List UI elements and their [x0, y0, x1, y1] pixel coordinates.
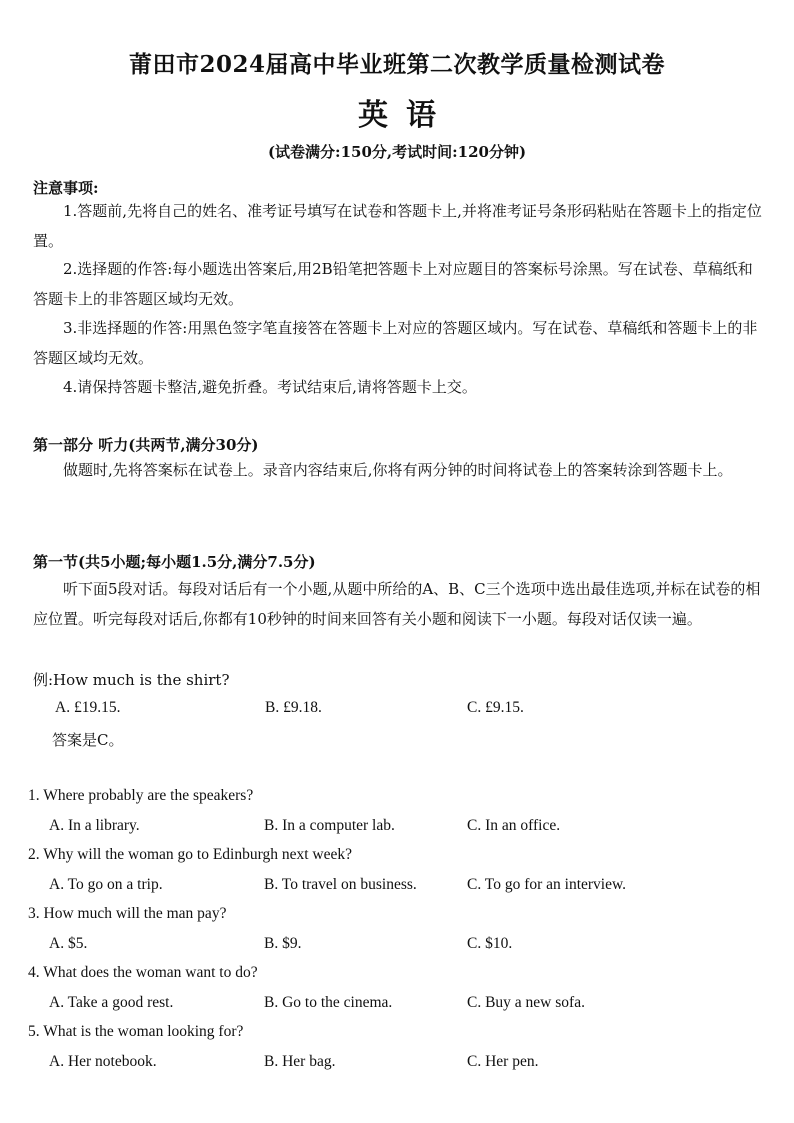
question-3-option-c: C. $10.	[467, 935, 513, 952]
question-1-option-b: B. In a computer lab.	[264, 817, 395, 834]
notice-item: 1.答题前,先将自己的姓名、准考证号填写在试卷和答题卡上,并将准考证号条形码粘贴在答题卡上的指定位置。	[33, 202, 762, 250]
section1-instruction: 听下面5段对话。每段对话后有一个小题,从题中所给的A、B、C三个选项中选出最佳选项,并标在试卷的相应位置。听完每段对话后,你都有10秒钟的时间来回答有关小题和阅读下一小题。每段对话仅读一遍。	[33, 580, 761, 628]
question-2-option-b: B. To travel on business.	[264, 876, 417, 893]
question-3-option-a: A. $5.	[49, 935, 88, 952]
example-option-b: B. £9.18.	[265, 699, 322, 716]
question-1-option-a: A. In a library.	[49, 817, 140, 834]
exam-info: (试卷满分:150分,考试时间:120分钟)	[267, 143, 527, 161]
question-4-option-a: A. Take a good rest.	[49, 994, 174, 1011]
example-option-c: C. £9.15.	[467, 699, 524, 716]
question-4-option-c: C. Buy a new sofa.	[467, 994, 585, 1011]
notice-item: 3.非选择题的作答:用黑色签字笔直接答在答题卡上对应的答题区域内。写在试卷、草稿纸和答题卡上的非答题区域均无效。	[33, 319, 758, 367]
question-3: 3. How much will the man pay?	[28, 905, 227, 922]
question-4-option-b: B. Go to the cinema.	[264, 994, 393, 1011]
question-3-option-b: B. $9.	[264, 935, 302, 952]
notice-item: 4.请保持答题卡整洁,避免折叠。考试结束后,请将答题卡上交。	[63, 378, 477, 396]
example-question: 例:How much is the shirt?	[33, 671, 230, 689]
question-1: 1. Where probably are the speakers?	[28, 787, 254, 804]
question-4: 4. What does the woman want to do?	[28, 964, 258, 981]
question-1-option-c: C. In an office.	[467, 817, 561, 834]
question-2-option-c: C. To go for an interview.	[467, 876, 627, 893]
exam-title: 莆田市2024届高中毕业班第二次教学质量检测试卷	[128, 51, 665, 78]
question-5: 5. What is the woman looking for?	[28, 1023, 244, 1040]
example-answer: 答案是C。	[52, 731, 124, 749]
question-2-option-a: A. To go on a trip.	[49, 876, 163, 893]
example-option-a: A. £19.15.	[55, 699, 121, 716]
part1-heading: 第一部分 听力(共两节,满分30分)	[33, 436, 259, 454]
question-2: 2. Why will the woman go to Edinburgh next week?	[28, 846, 353, 863]
question-5-option-a: A. Her notebook.	[49, 1053, 157, 1070]
notice-item: 2.选择题的作答:每小题选出答案后,用2B铅笔把答题卡上对应题目的答案标号涂黑。写在试卷、草稿纸和答题卡上的非答题区域均无效。	[33, 260, 753, 308]
question-5-option-b: B. Her bag.	[264, 1053, 336, 1070]
notice-heading: 注意事项:	[33, 179, 99, 197]
section1-heading: 第一节(共5小题;每小题1.5分,满分7.5分)	[33, 553, 316, 571]
part1-instruction: 做题时,先将答案标在试卷上。录音内容结束后,你将有两分钟的时间将试卷上的答案转涂到答题卡上。	[63, 461, 733, 479]
question-5-option-c: C. Her pen.	[467, 1053, 539, 1070]
subject-title: 英语	[358, 98, 454, 133]
